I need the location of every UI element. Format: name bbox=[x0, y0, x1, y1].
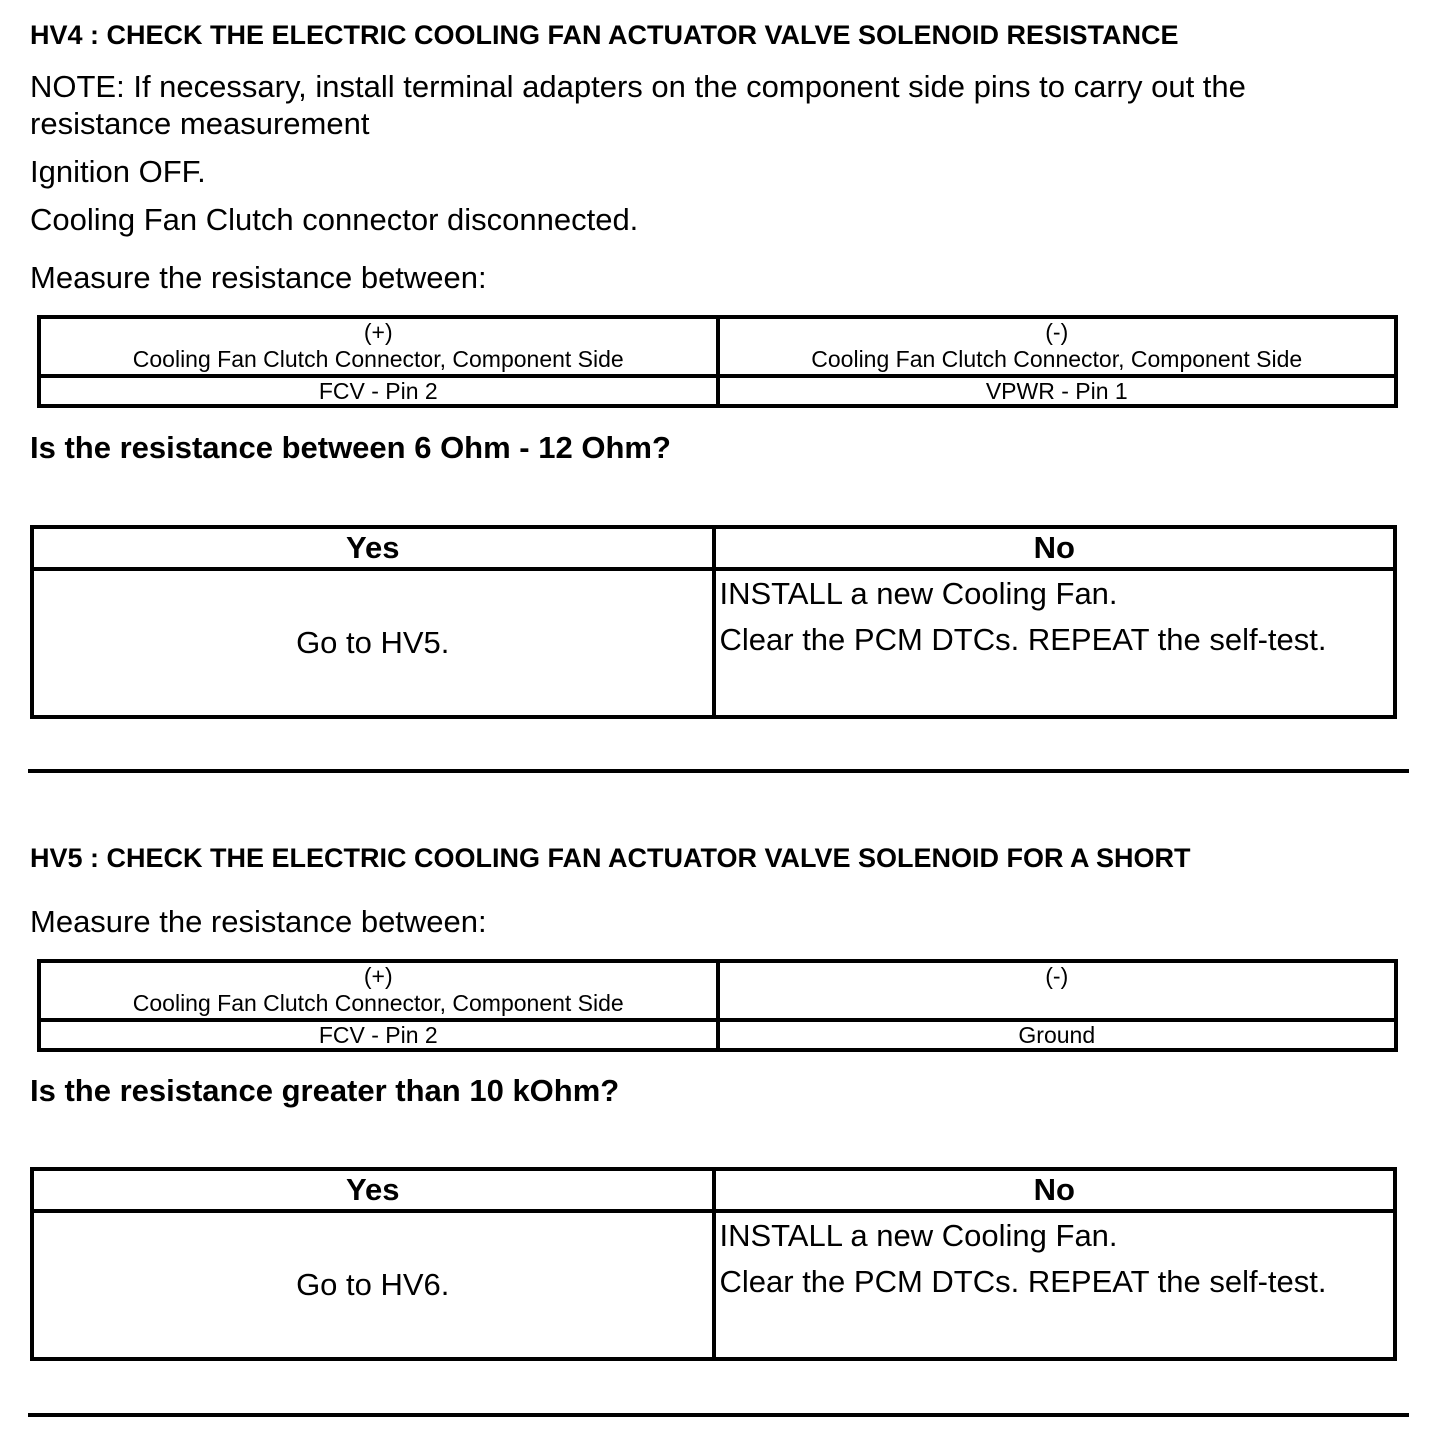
hv5-no-header: No bbox=[714, 1169, 1396, 1211]
hv5-measure-instruction: Measure the resistance between: bbox=[30, 904, 487, 939]
hv5-measurement-table bbox=[37, 959, 1398, 1052]
hv4-decision-table bbox=[30, 525, 1397, 719]
hv4-no-header: No bbox=[714, 527, 1396, 569]
hv5-question: Is the resistance greater than 10 kOhm? bbox=[30, 1073, 620, 1108]
hv4-negative-sign: (-) bbox=[1045, 319, 1069, 345]
hv4-question: Is the resistance between 6 Ohm - 12 Ohm? bbox=[30, 430, 671, 465]
bottom-divider bbox=[28, 1413, 1409, 1417]
hv4-measurement-table bbox=[37, 315, 1398, 408]
hv4-no-action-line1: INSTALL a new Cooling Fan. bbox=[719, 576, 1118, 611]
hv5-positive-label: Cooling Fan Clutch Connector, Component Side bbox=[132, 990, 624, 1016]
hv4-ignition: Ignition OFF. bbox=[30, 154, 206, 189]
hv4-positive-sign: (+) bbox=[363, 319, 393, 345]
hv4-note bbox=[30, 68, 1246, 142]
hv4-no-action bbox=[714, 569, 1396, 717]
hv4-positive-value: FCV - Pin 2 bbox=[39, 376, 718, 406]
hv5-negative-value: Ground bbox=[718, 1020, 1397, 1050]
hv5-yes-header: Yes bbox=[32, 1169, 714, 1211]
hv5-no-action-line1: INSTALL a new Cooling Fan. bbox=[719, 1218, 1118, 1253]
hv5-negative-sign: (-) bbox=[1045, 963, 1069, 989]
section-divider bbox=[28, 769, 1409, 773]
hv5-positive-value: FCV - Pin 2 bbox=[39, 1020, 718, 1050]
hv5-no-action-line2: Clear the PCM DTCs. REPEAT the self-test. bbox=[719, 1264, 1327, 1299]
hv4-title: HV4 : CHECK THE ELECTRIC COOLING FAN ACTUATOR VALVE SOLENOID RESISTANCE bbox=[30, 20, 1179, 50]
hv4-note-line2: resistance measurement bbox=[30, 106, 370, 141]
hv4-note-line1: NOTE: If necessary, install terminal adapters on the component side pins to carry out the bbox=[30, 69, 1246, 104]
hv5-title: HV5 : CHECK THE ELECTRIC COOLING FAN ACTUATOR VALVE SOLENOID FOR A SHORT bbox=[30, 843, 1191, 873]
hv5-yes-action: Go to HV6. bbox=[32, 1211, 714, 1359]
hv4-no-action-line2: Clear the PCM DTCs. REPEAT the self-test. bbox=[719, 622, 1327, 657]
hv4-positive-header bbox=[39, 317, 718, 376]
hv4-yes-header: Yes bbox=[32, 527, 714, 569]
hv5-decision-table bbox=[30, 1167, 1397, 1361]
hv4-positive-label: Cooling Fan Clutch Connector, Component Side bbox=[132, 346, 624, 372]
hv4-measure-instruction: Measure the resistance between: bbox=[30, 260, 487, 295]
hv4-negative-header bbox=[718, 317, 1397, 376]
hv4-negative-value: VPWR - Pin 1 bbox=[718, 376, 1397, 406]
hv4-connector-status: Cooling Fan Clutch connector disconnected. bbox=[30, 202, 639, 237]
hv5-no-action bbox=[714, 1211, 1396, 1359]
hv5-negative-header bbox=[718, 961, 1397, 1020]
hv5-positive-sign: (+) bbox=[363, 963, 393, 989]
hv5-positive-header bbox=[39, 961, 718, 1020]
hv4-yes-action: Go to HV5. bbox=[32, 569, 714, 717]
hv4-negative-label: Cooling Fan Clutch Connector, Component Side bbox=[811, 346, 1303, 372]
